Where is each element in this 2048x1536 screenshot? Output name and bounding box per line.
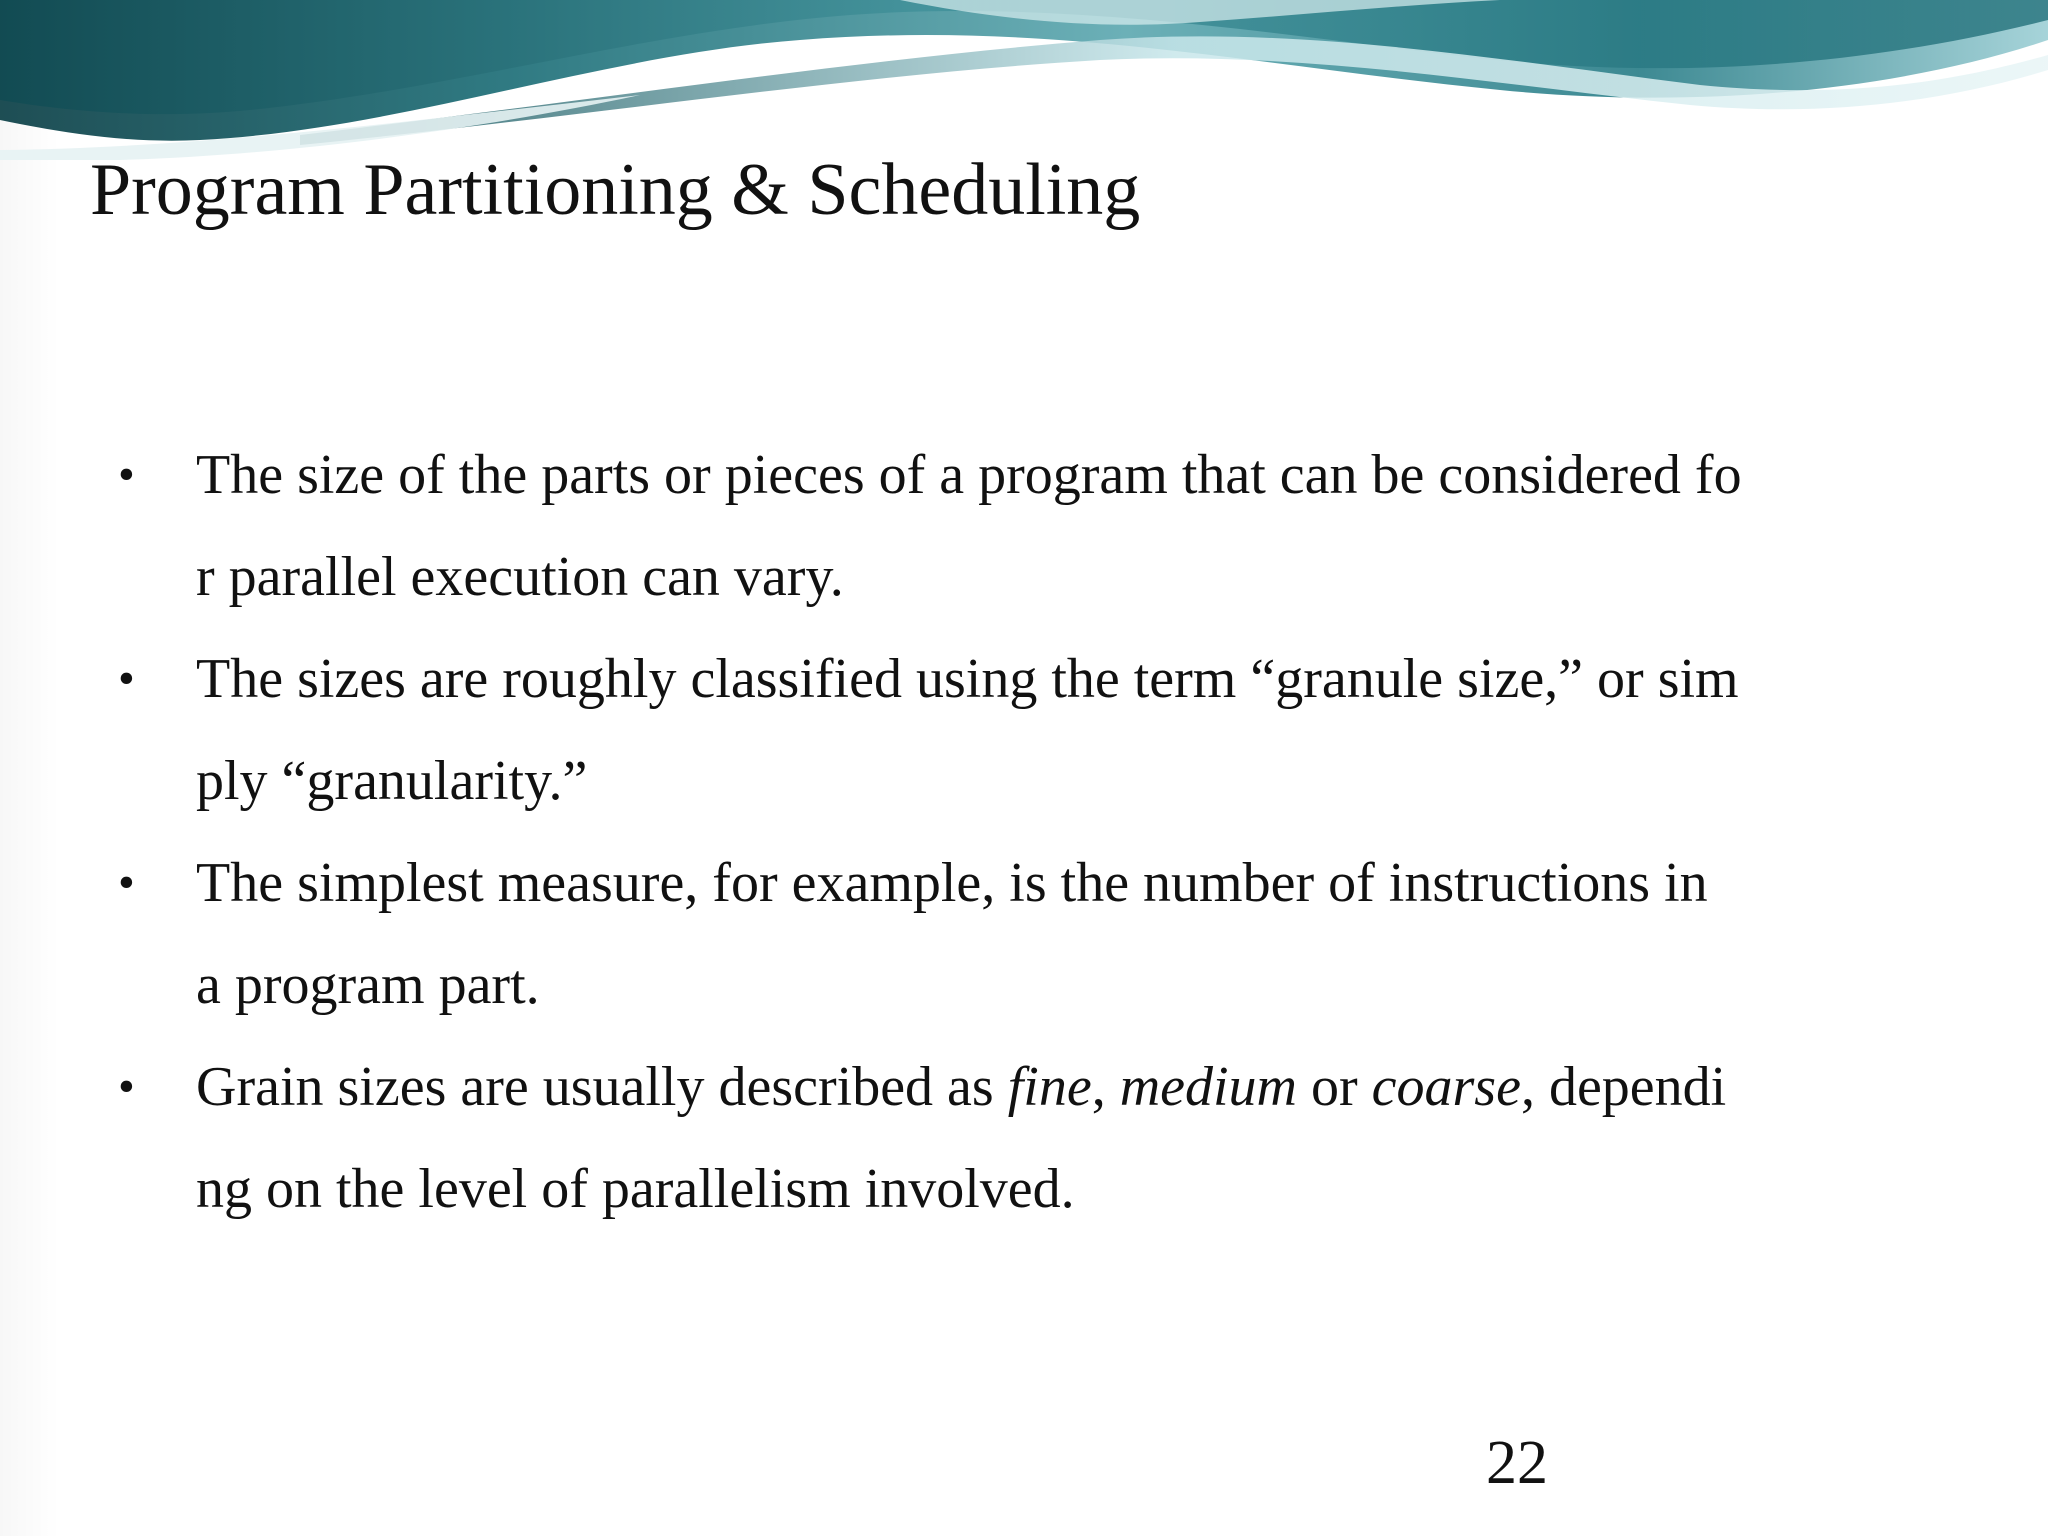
bullet-icon: • bbox=[118, 448, 135, 501]
bullet-text-segment: Grain sizes are usually described as bbox=[196, 1056, 1008, 1118]
bullet-text-line: The simplest measure, for example, is the number of instructions in bbox=[196, 852, 1708, 914]
header-wave-decoration bbox=[0, 0, 2048, 160]
term-fine: fine bbox=[1007, 1056, 1092, 1118]
bullet-item bbox=[118, 1036, 1998, 1240]
bullet-item bbox=[118, 832, 1998, 1036]
slide-title: Program Partitioning & Scheduling bbox=[90, 149, 1141, 231]
bullet-list bbox=[118, 424, 1998, 1240]
bullet-text-segment: , bbox=[1091, 1056, 1120, 1118]
bullet-text-line: ply “granularity.” bbox=[196, 750, 588, 812]
bullet-text-line: The sizes are roughly classified using the term “granule size,” or sim bbox=[196, 648, 1739, 710]
bullet-text-line: r parallel execution can vary. bbox=[196, 546, 844, 608]
bullet-item bbox=[118, 424, 1998, 628]
term-medium: medium bbox=[1119, 1056, 1297, 1118]
bullet-item bbox=[118, 628, 1998, 832]
slide-edge-shade bbox=[0, 0, 60, 1536]
bullet-text-segment: or bbox=[1296, 1056, 1372, 1118]
term-coarse: coarse bbox=[1371, 1056, 1521, 1118]
bullet-text-line: The size of the parts or pieces of a program that can be considered fo bbox=[196, 444, 1742, 506]
bullet-icon: • bbox=[118, 856, 135, 909]
bullet-text-line bbox=[196, 1036, 1998, 1138]
bullet-icon: • bbox=[118, 652, 135, 705]
page-number: 22 bbox=[1486, 1429, 1548, 1497]
bullet-text-segment: , dependi bbox=[1520, 1056, 1727, 1118]
bullet-text-line: ng on the level of parallelism involved. bbox=[196, 1158, 1075, 1220]
bullet-icon: • bbox=[118, 1060, 135, 1113]
bullet-text-line: a program part. bbox=[196, 954, 540, 1016]
